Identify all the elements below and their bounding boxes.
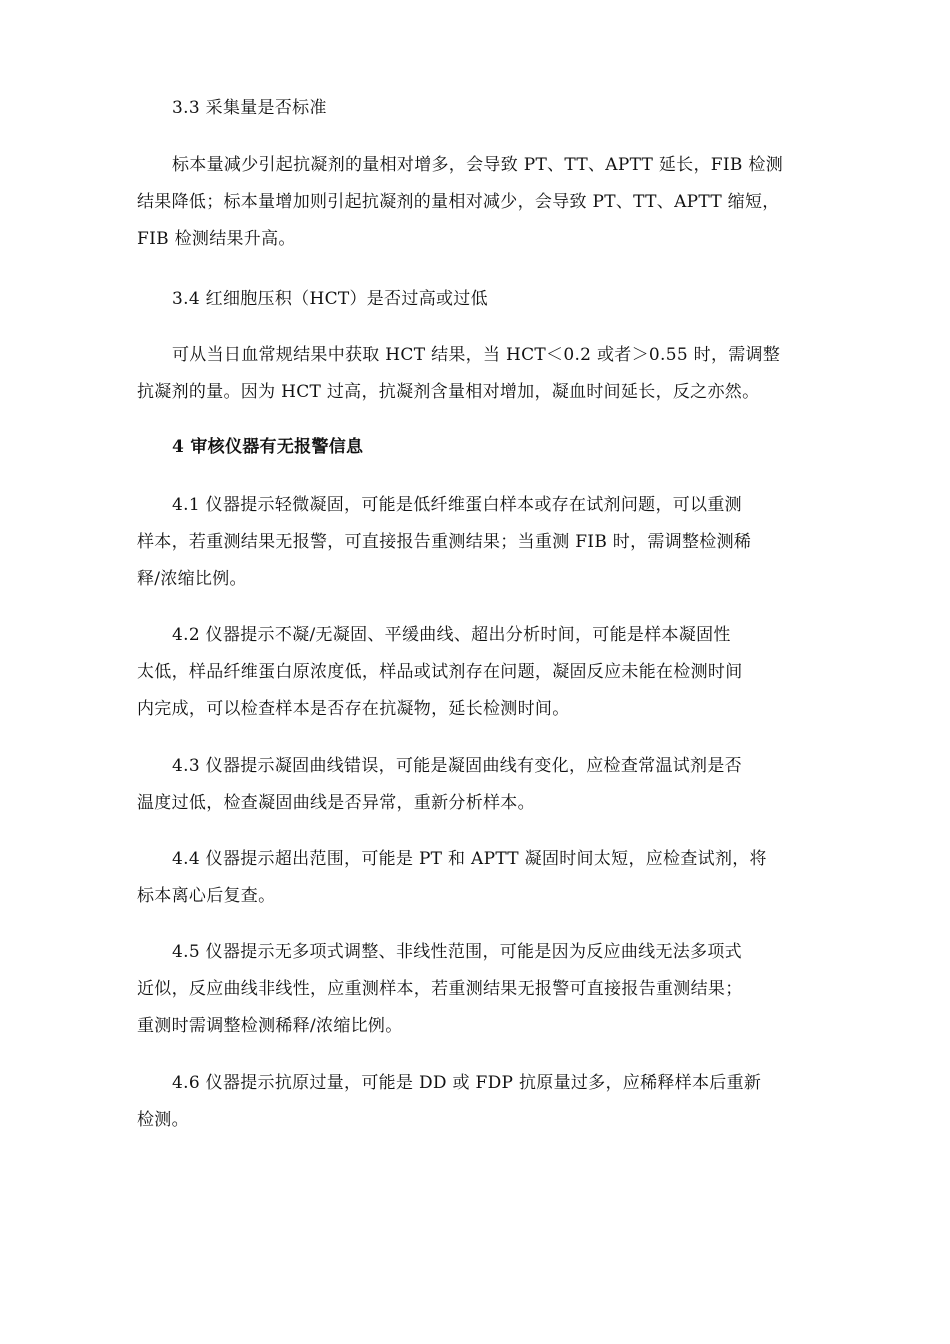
paragraph-line: 4.2 仪器提示不凝/无凝固、平缓曲线、超出分析时间，可能是样本凝固性	[172, 625, 731, 645]
section-3-4-body	[137, 337, 837, 411]
section-4-5	[137, 934, 837, 1045]
paragraph-line: FIB 检测结果升高。	[137, 229, 296, 249]
section-4-4	[137, 841, 837, 915]
paragraph-line: 结果降低；标本量增加则引起抗凝剂的量相对减少，会导致 PT、TT、APTT 缩短，	[137, 192, 780, 212]
paragraph-line: 4.3 仪器提示凝固曲线错误，可能是凝固曲线有变化，应检查常温试剂是否	[172, 756, 742, 776]
paragraph-line: 太低，样品纤维蛋白原浓度低，样品或试剂存在问题，凝固反应未能在检测时间	[137, 662, 743, 682]
section-4-heading: 4 审核仪器有无报警信息	[172, 437, 364, 457]
paragraph-line: 可从当日血常规结果中获取 HCT 结果，当 HCT＜0.2 或者＞0.55 时，需调整	[172, 345, 781, 365]
section-4-2	[137, 617, 837, 728]
paragraph-line: 抗凝剂的量。因为 HCT 过高，抗凝剂含量相对增加，凝血时间延长，反之亦然。	[137, 382, 760, 402]
paragraph-line: 4.5 仪器提示无多项式调整、非线性范围，可能是因为反应曲线无法多项式	[172, 942, 742, 962]
section-3-3	[137, 90, 837, 127]
section-3-3-heading: 3.3 采集量是否标准	[172, 98, 327, 118]
section-3-3-body	[137, 147, 837, 258]
paragraph-line: 标本离心后复查。	[137, 886, 276, 906]
paragraph-line: 近似，反应曲线非线性，应重测样本，若重测结果无报警可直接报告重测结果；	[137, 979, 743, 999]
paragraph-line: 温度过低，检查凝固曲线是否异常，重新分析样本。	[137, 793, 535, 813]
section-4	[137, 429, 837, 466]
paragraph-line: 样本，若重测结果无报警，可直接报告重测结果；当重测 FIB 时，需调整检测稀	[137, 532, 752, 552]
paragraph-line: 4.4 仪器提示超出范围，可能是 PT 和 APTT 凝固时间太短，应检查试剂，将	[172, 849, 767, 869]
paragraph-line: 释/浓缩比例。	[137, 569, 247, 589]
section-4-1	[137, 487, 837, 598]
paragraph-line: 内完成，可以检查样本是否存在抗凝物，延长检测时间。	[137, 699, 570, 719]
paragraph-line: 检测。	[137, 1110, 189, 1130]
paragraph-line: 标本量减少引起抗凝剂的量相对增多，会导致 PT、TT、APTT 延长，FIB 检测	[172, 155, 783, 175]
section-3-4-heading: 3.4 红细胞压积（HCT）是否过高或过低	[172, 289, 488, 309]
paragraph-line: 重测时需调整检测稀释/浓缩比例。	[137, 1016, 403, 1036]
paragraph-line: 4.6 仪器提示抗原过量，可能是 DD 或 FDP 抗原量过多，应稀释样本后重新	[172, 1073, 762, 1093]
paragraph-line: 4.1 仪器提示轻微凝固，可能是低纤维蛋白样本或存在试剂问题，可以重测	[172, 495, 742, 515]
section-4-6	[137, 1065, 837, 1139]
section-3-4	[137, 281, 837, 318]
section-4-3	[137, 748, 837, 822]
